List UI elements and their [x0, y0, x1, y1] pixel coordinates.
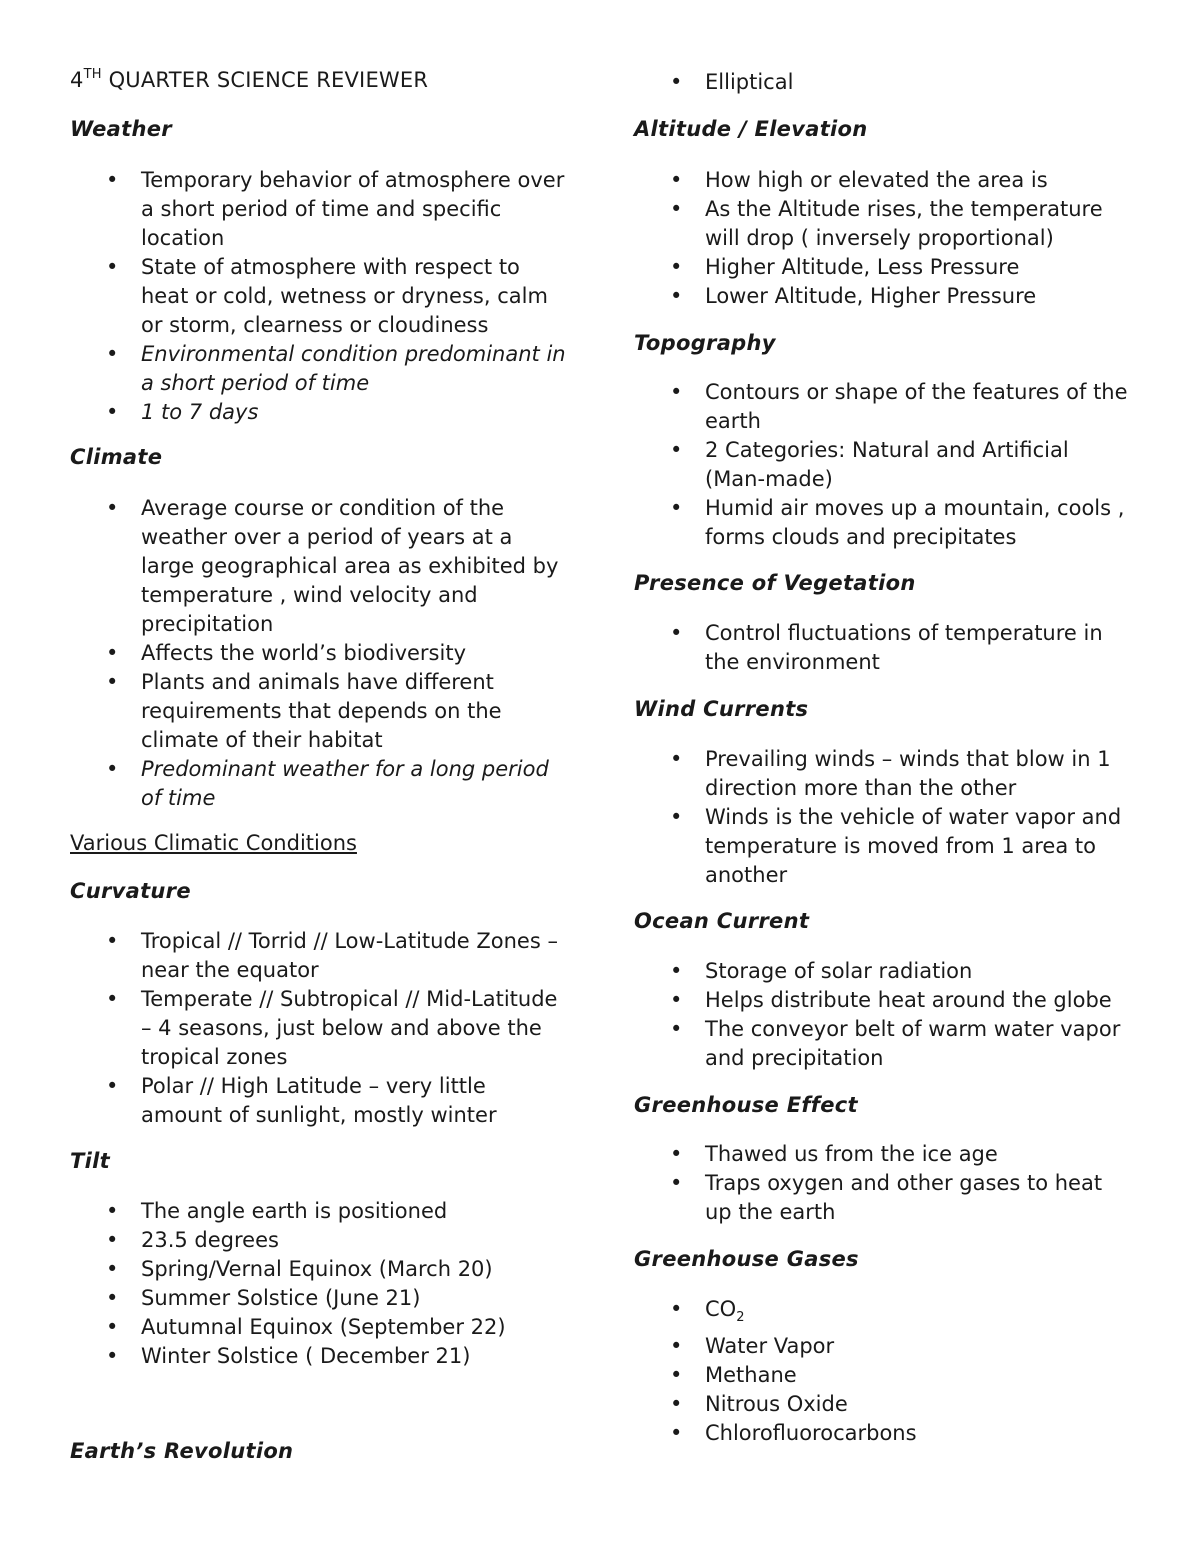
bullet-icon: • [670, 747, 683, 771]
heading-curvature: Curvature [70, 879, 191, 903]
bullet-icon: • [106, 342, 119, 366]
list-item: • Control fluctuations of temperature in the environment [670, 621, 1103, 674]
list-vegetation [634, 619, 1134, 677]
list-item: • Nitrous Oxide [634, 1390, 1134, 1419]
list-item: • As the Altitude rises, the temperature will drop ( inversely proportional) [670, 197, 1103, 250]
heading-altitude: Altitude / Elevation [634, 117, 868, 141]
bullet-icon: • [670, 1017, 683, 1041]
list-item: • Higher Altitude, Less Pressure [634, 253, 1134, 282]
bullet-icon: • [106, 1344, 119, 1368]
bullet-icon: • [670, 988, 683, 1012]
bullet-icon: • [106, 496, 119, 520]
list-item: • Predominant weather for a long period of time [106, 757, 549, 810]
heading-presence-of-vegetation: Presence of Vegetation [634, 571, 916, 595]
page-title: 4TH QUARTER SCIENCE REVIEWER [70, 67, 429, 92]
bullet-icon: • [106, 929, 119, 953]
bullet-icon: • [670, 438, 683, 462]
heading-greenhouse-effect: Greenhouse Effect [634, 1093, 858, 1117]
heading-weather: Weather [70, 117, 172, 141]
bullet-icon: • [106, 168, 119, 192]
list-item: • Spring/Vernal Equinox (March 20) [70, 1255, 570, 1284]
bullet-icon: • [670, 284, 683, 308]
list-greenhouse-gases [634, 1295, 1134, 1448]
bullet-icon: • [670, 380, 683, 404]
list-item: • Environmental condition predominant in a short period of time [106, 342, 566, 395]
list-item: • $CO_2$ [670, 1297, 745, 1326]
list-item: • Autumnal Equinox (September 22) [70, 1313, 570, 1342]
bullet-icon: • [106, 987, 119, 1011]
list-item: • Helps distribute heat around the globe [634, 986, 1134, 1015]
bullet-icon: • [670, 1392, 683, 1417]
list-ocean-current [634, 957, 1134, 1073]
list-item: • Winter Solstice ( December 21) [70, 1342, 570, 1371]
bullet-icon: • [670, 255, 683, 279]
list-item: • Chlorofluorocarbons [634, 1419, 1134, 1448]
bullet-icon: • [670, 1142, 683, 1166]
list-item: • Elliptical [634, 68, 1134, 97]
heading-wind-currents: Wind Currents [634, 697, 809, 721]
bullet-icon: • [670, 197, 683, 221]
heading-greenhouse-gases: Greenhouse Gases [634, 1247, 859, 1271]
heading-earths-revolution: Earth’s Revolution [70, 1439, 294, 1463]
bullet-icon: • [670, 496, 683, 520]
bullet-icon: • [106, 1257, 119, 1281]
bullet-icon: • [106, 641, 119, 665]
bullet-icon: • [670, 1421, 683, 1446]
list-item: • Traps oxygen and other gases to heat up the earth [670, 1171, 1103, 1224]
list-item: • State of atmosphere with respect to heat or cold, wetness or dryness, calm or storm, clearness or cloudiness [106, 255, 548, 337]
list-item: • Plants and animals have different requirements that depends on the climate of their habitat [106, 670, 502, 752]
bullet-icon: • [670, 70, 683, 94]
list-item: • Affects the world’s biodiversity [70, 639, 570, 668]
list-item: • 2 Categories: Natural and Artificial (Man-made) [670, 438, 1069, 491]
bullet-icon: • [106, 1074, 119, 1098]
list-item: • Tropical // Torrid // Low-Latitude Zones – near the equator [106, 929, 558, 982]
list-item: • 1 to 7 days [70, 398, 570, 427]
bullet-icon: • [106, 1199, 119, 1223]
heading-climate: Climate [70, 445, 163, 469]
list-greenhouse-effect [634, 1140, 1134, 1227]
list-item: • Thawed us from the ice age [634, 1140, 1134, 1169]
list-item: • 23.5 degrees [70, 1226, 570, 1255]
list-climate [70, 494, 570, 813]
bullet-icon: • [106, 757, 119, 781]
list-item: • The angle earth is positioned [70, 1197, 570, 1226]
bullet-icon: • [670, 959, 683, 983]
list-item: • Lower Altitude, Higher Pressure [634, 282, 1134, 311]
list-item: • Humid air moves up a mountain, cools , forms clouds and precipitates [670, 496, 1125, 549]
list-weather [70, 166, 570, 427]
list-curvature [70, 927, 570, 1130]
bullet-icon: • [106, 400, 119, 424]
list-item: • Average course or condition of the weather over a period of years at a large geographical area as exhibited by temperature , wind velocity and precipitation [106, 496, 559, 636]
bullet-icon: • [106, 1315, 119, 1339]
heading-ocean-current: Ocean Current [634, 909, 810, 933]
list-topography [634, 378, 1134, 552]
list-item: • Prevailing winds – winds that blow in 1 direction more than the other [670, 747, 1111, 800]
list-item: • Temperate // Subtropical // Mid-Latitude – 4 seasons, just below and above the tropical zones [106, 987, 558, 1069]
list-item: • Contours or shape of the features of the earth [670, 380, 1128, 433]
bullet-icon: • [670, 805, 683, 829]
list-item: • Temporary behavior of atmosphere over a short period of time and specific location [106, 168, 565, 250]
list-item: • Methane [634, 1361, 1134, 1390]
list-item: • How high or elevated the area is [634, 166, 1134, 195]
heading-various-climatic-conditions: Various Climatic Conditions [70, 831, 357, 855]
bullet-icon: • [670, 1334, 683, 1359]
bullet-icon: • [670, 1297, 683, 1321]
list-item: • Winds is the vehicle of water vapor and temperature is moved from 1 area to another [670, 805, 1122, 887]
list-item: • Water Vapor [634, 1332, 1134, 1361]
heading-tilt: Tilt [70, 1149, 110, 1173]
bullet-icon: • [670, 1171, 683, 1195]
list-earths-revolution [634, 68, 1134, 97]
list-item: • Summer Solstice (June 21) [70, 1284, 570, 1313]
list-item: • Storage of solar radiation [634, 957, 1134, 986]
bullet-icon: • [106, 1286, 119, 1310]
bullet-icon: • [106, 1228, 119, 1252]
bullet-icon: • [106, 255, 119, 279]
list-item: • The conveyor belt of warm water vapor and precipitation [670, 1017, 1121, 1070]
bullet-icon: • [670, 168, 683, 192]
heading-topography: Topography [634, 331, 776, 355]
list-wind-currents [634, 745, 1134, 890]
bullet-icon: • [670, 1363, 683, 1388]
bullet-icon: • [106, 670, 119, 694]
list-tilt [70, 1197, 570, 1371]
list-altitude [634, 166, 1134, 311]
list-item: • Polar // High Latitude – very little amount of sunlight, mostly winter [106, 1074, 497, 1127]
bullet-icon: • [670, 621, 683, 645]
